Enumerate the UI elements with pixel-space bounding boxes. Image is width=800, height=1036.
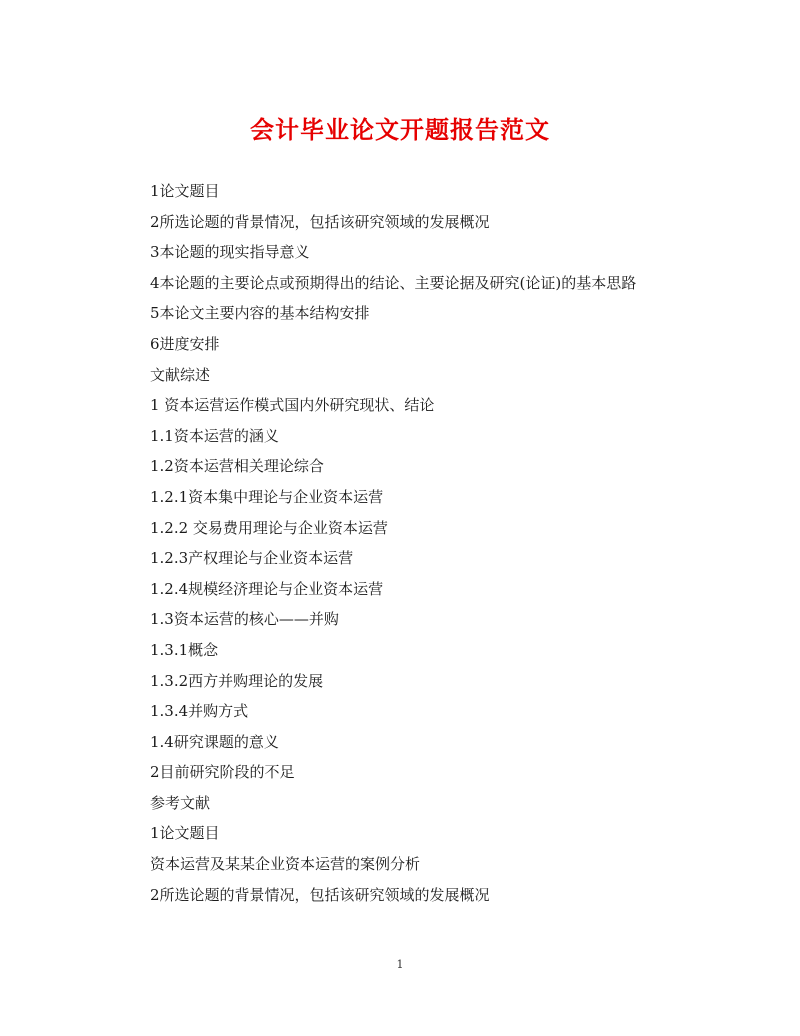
document-body [150,176,710,910]
body-line: 6进度安排 [150,334,220,353]
body-line: 1论文题目 [150,824,220,843]
body-line: 资本运营及某某企业资本运营的案例分析 [150,855,421,874]
body-line: 1.3.2西方并购理论的发展 [150,671,324,690]
page-number: 1 [396,958,404,971]
body-line: 1.4研究课题的意义 [150,732,279,751]
body-line: 2所选论题的背景情况，包括该研究领域的发展概况 [150,212,490,231]
body-line: 4本论题的主要论点或预期得出的结论、主要论据及研究(论证)的基本思路 [150,273,637,292]
body-line: 3本论题的现实指导意义 [150,243,310,262]
body-line: 1.3.4并购方式 [150,702,249,721]
section-heading: 参考文献 [150,793,211,812]
body-line: 1.2.1资本集中理论与企业资本运营 [150,487,384,506]
body-line: 5本论文主要内容的基本结构安排 [150,304,370,323]
body-line: 1.2资本运营相关理论综合 [150,457,324,476]
body-line: 1.2.3产权理论与企业资本运营 [150,549,354,568]
document-title: 会计毕业论文开题报告范文 [250,115,550,144]
body-line: 1.3.1概念 [150,640,219,659]
body-line: 1.2.2 交易费用理论与企业资本运营 [150,518,388,537]
section-heading: 文献综述 [150,365,211,384]
body-line: 1.1资本运营的涵义 [150,426,279,445]
body-line: 1论文题目 [150,182,220,200]
body-line: 2目前研究阶段的不足 [150,763,295,782]
body-line: 1.3资本运营的核心——并购 [150,610,339,629]
body-line: 1.2.4规模经济理论与企业资本运营 [150,579,384,598]
body-line: 1 资本运营运作模式国内外研究现状、结论 [150,396,435,415]
body-line: 2所选论题的背景情况，包括该研究领域的发展概况 [150,885,490,904]
